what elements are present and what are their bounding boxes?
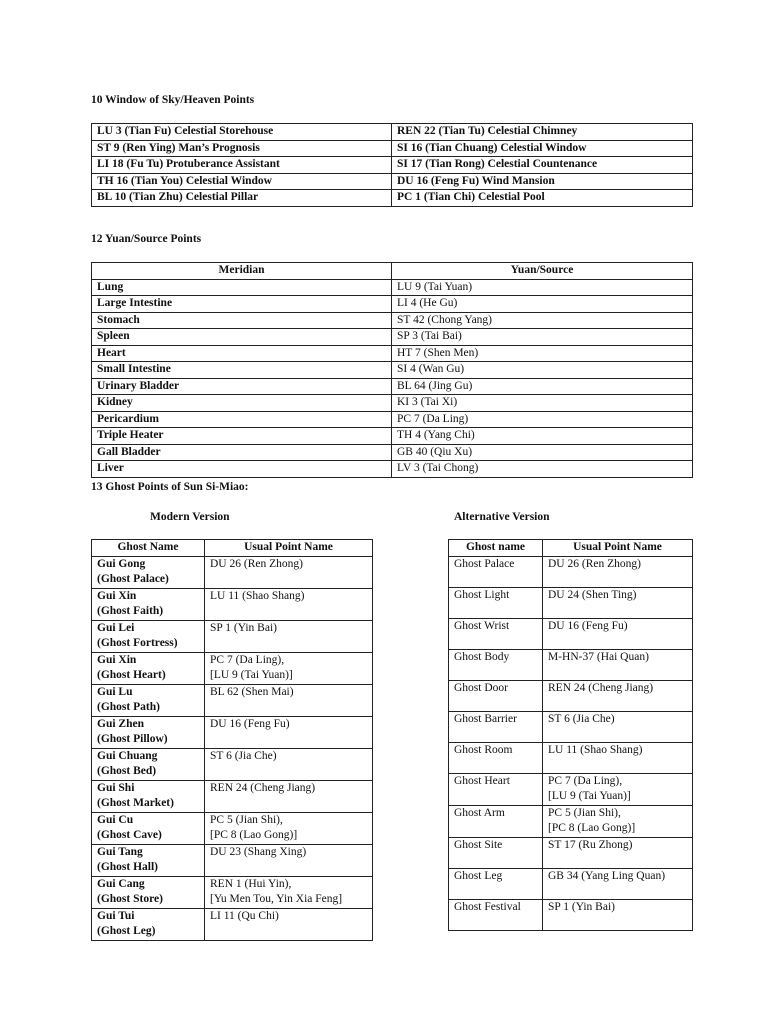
ghost-name-cell bbox=[92, 588, 205, 620]
usual-point-cell-line: [Yu Men Tou, Yin Xia Feng] bbox=[210, 893, 343, 905]
table-row bbox=[449, 868, 693, 899]
table-row bbox=[92, 362, 693, 379]
window-point-left: LU 3 (Tian Fu) Celestial Storehouse bbox=[92, 124, 392, 141]
usual-point-cell-line: [LU 9 (Tai Yuan)] bbox=[548, 790, 631, 802]
table-row bbox=[92, 620, 373, 652]
usual-point-cell bbox=[205, 876, 373, 908]
table-row bbox=[449, 899, 693, 930]
usual-point-cell bbox=[543, 837, 693, 868]
ghost-name-cell-line: Gui Cu bbox=[97, 813, 134, 826]
usual-point-cell-line: DU 26 (Ren Zhong) bbox=[548, 557, 641, 570]
ghost-name-cell-line: Gui Zhen bbox=[97, 717, 144, 730]
table-row bbox=[92, 279, 693, 296]
usual-point-cell-line: PC 5 (Jian Shi), bbox=[548, 806, 621, 819]
table-row bbox=[449, 837, 693, 868]
table-row bbox=[92, 844, 373, 876]
usual-point-cell bbox=[543, 899, 693, 930]
usual-point-cell bbox=[543, 773, 693, 805]
usual-point-cell bbox=[205, 748, 373, 780]
usual-point-cell-line: [PC 8 (Lao Gong)] bbox=[548, 822, 636, 834]
column-header-meridian: Meridian bbox=[92, 263, 392, 280]
meridian-cell: Urinary Bladder bbox=[92, 378, 392, 395]
table-row bbox=[92, 345, 693, 362]
ghost-name-cell-line: Ghost Arm bbox=[454, 806, 505, 819]
table-row bbox=[92, 395, 693, 412]
ghost-name-cell-line: Ghost Site bbox=[454, 838, 503, 851]
ghost-name-cell-line: Gui Lei bbox=[97, 621, 135, 634]
ghost-name-cell-line: (Ghost Pillow) bbox=[97, 733, 168, 745]
table-row bbox=[92, 588, 373, 620]
ghost-name-cell-line: Ghost Palace bbox=[454, 557, 515, 570]
usual-point-cell-line: PC 7 (Da Ling), bbox=[210, 653, 285, 666]
table-row bbox=[92, 780, 373, 812]
table-row bbox=[92, 748, 373, 780]
ghost-name-cell-line: (Ghost Faith) bbox=[97, 605, 164, 617]
usual-point-cell-line: [PC 8 (Lao Gong)] bbox=[210, 829, 298, 841]
window-point-right: SI 17 (Tian Rong) Celestial Countenance bbox=[392, 157, 693, 174]
table-row bbox=[92, 124, 693, 141]
column-header-usual-point-name: Usual Point Name bbox=[543, 540, 693, 557]
table-row bbox=[92, 140, 693, 157]
usual-point-cell-line: ST 17 (Ru Zhong) bbox=[548, 838, 633, 851]
column-header-usual-point-name: Usual Point Name bbox=[205, 540, 373, 557]
table-row bbox=[92, 190, 693, 207]
ghost-name-cell-line: (Ghost Cave) bbox=[97, 829, 162, 841]
table-row bbox=[92, 716, 373, 748]
window-point-left: LI 18 (Fu Tu) Protuberance Assistant bbox=[92, 157, 392, 174]
ghost-name-cell-line: (Ghost Market) bbox=[97, 797, 174, 809]
window-points-table bbox=[91, 123, 693, 207]
table-row bbox=[92, 684, 373, 716]
table-row bbox=[92, 329, 693, 346]
table-row bbox=[92, 652, 373, 684]
ghost-name-cell bbox=[449, 899, 543, 930]
yuan-source-cell: GB 40 (Qiu Xu) bbox=[392, 444, 693, 461]
meridian-cell: Small Intestine bbox=[92, 362, 392, 379]
usual-point-cell-line: ST 6 (Jia Che) bbox=[210, 749, 277, 762]
ghost-name-cell bbox=[449, 649, 543, 680]
usual-point-cell bbox=[205, 908, 373, 940]
ghost-name-cell bbox=[449, 805, 543, 837]
usual-point-cell-line: REN 1 (Hui Yin), bbox=[210, 877, 292, 890]
table-row bbox=[449, 556, 693, 587]
meridian-cell: Kidney bbox=[92, 395, 392, 412]
ghost-name-cell bbox=[449, 837, 543, 868]
ghost-name-cell-line: (Ghost Heart) bbox=[97, 669, 166, 681]
table-row bbox=[92, 876, 373, 908]
ghost-name-cell bbox=[92, 684, 205, 716]
usual-point-cell bbox=[205, 684, 373, 716]
ghost-name-cell-line: (Ghost Bed) bbox=[97, 765, 157, 777]
table-row bbox=[449, 711, 693, 742]
yuan-source-cell: TH 4 (Yang Chi) bbox=[392, 428, 693, 445]
usual-point-cell-line: ST 6 (Jia Che) bbox=[548, 712, 615, 725]
column-header-ghost-name: Ghost name bbox=[449, 540, 543, 557]
meridian-cell: Pericardium bbox=[92, 411, 392, 428]
table-row bbox=[92, 312, 693, 329]
modern-version-title: Modern Version bbox=[150, 511, 230, 523]
ghost-name-cell-line: Ghost Leg bbox=[454, 869, 503, 882]
yuan-source-cell: ST 42 (Chong Yang) bbox=[392, 312, 693, 329]
ghost-points-title: 13 Ghost Points of Sun Si-Miao: bbox=[91, 481, 249, 493]
usual-point-cell-line: DU 24 (Shen Ting) bbox=[548, 588, 637, 601]
ghost-name-cell-line: Gui Shi bbox=[97, 781, 135, 794]
yuan-source-cell: BL 64 (Jing Gu) bbox=[392, 378, 693, 395]
ghost-name-cell-line: Ghost Barrier bbox=[454, 712, 517, 725]
alternative-version-title: Alternative Version bbox=[454, 511, 550, 523]
usual-point-cell-line: [LU 9 (Tai Yuan)] bbox=[210, 669, 293, 681]
column-header-ghost-name: Ghost Name bbox=[92, 540, 205, 557]
ghost-name-cell-line: Ghost Light bbox=[454, 588, 510, 601]
window-point-right: PC 1 (Tian Chi) Celestial Pool bbox=[392, 190, 693, 207]
ghost-name-cell-line: (Ghost Store) bbox=[97, 893, 163, 905]
table-row bbox=[92, 173, 693, 190]
window-point-left: BL 10 (Tian Zhu) Celestial Pillar bbox=[92, 190, 392, 207]
ghost-name-cell bbox=[449, 680, 543, 711]
table-row bbox=[92, 908, 373, 940]
ghost-name-cell-line: Gui Chuang bbox=[97, 749, 158, 762]
table-row bbox=[92, 428, 693, 445]
table-header-row bbox=[449, 540, 693, 557]
ghost-name-cell-line: Ghost Room bbox=[454, 743, 513, 756]
table-row bbox=[92, 444, 693, 461]
window-point-right: SI 16 (Tian Chuang) Celestial Window bbox=[392, 140, 693, 157]
usual-point-cell-line: M-HN-37 (Hai Quan) bbox=[548, 650, 649, 663]
usual-point-cell-line: DU 16 (Feng Fu) bbox=[548, 619, 628, 632]
table-header-row bbox=[92, 540, 373, 557]
ghost-name-cell bbox=[92, 748, 205, 780]
usual-point-cell-line: DU 26 (Ren Zhong) bbox=[210, 557, 303, 570]
table-row bbox=[449, 618, 693, 649]
usual-point-cell bbox=[205, 652, 373, 684]
ghost-name-cell-line: (Ghost Fortress) bbox=[97, 637, 178, 649]
window-point-right: REN 22 (Tian Tu) Celestial Chimney bbox=[392, 124, 693, 141]
ghost-name-cell-line: Ghost Festival bbox=[454, 900, 521, 913]
ghost-name-cell-line: (Ghost Path) bbox=[97, 701, 160, 713]
usual-point-cell bbox=[543, 680, 693, 711]
yuan-source-cell: LU 9 (Tai Yuan) bbox=[392, 279, 693, 296]
usual-point-cell bbox=[205, 812, 373, 844]
table-row bbox=[92, 378, 693, 395]
table-row bbox=[92, 296, 693, 313]
meridian-cell: Triple Heater bbox=[92, 428, 392, 445]
usual-point-cell bbox=[543, 711, 693, 742]
table-row bbox=[449, 805, 693, 837]
ghost-name-cell bbox=[449, 618, 543, 649]
usual-point-cell bbox=[543, 649, 693, 680]
usual-point-cell bbox=[205, 620, 373, 652]
ghost-name-cell bbox=[449, 556, 543, 587]
yuan-source-cell: SP 3 (Tai Bai) bbox=[392, 329, 693, 346]
ghost-name-cell-line: Ghost Heart bbox=[454, 774, 510, 787]
ghost-name-cell bbox=[449, 587, 543, 618]
window-point-left: TH 16 (Tian You) Celestial Window bbox=[92, 173, 392, 190]
meridian-cell: Lung bbox=[92, 279, 392, 296]
usual-point-cell-line: REN 24 (Cheng Jiang) bbox=[210, 781, 316, 794]
ghost-name-cell bbox=[449, 711, 543, 742]
ghost-name-cell-line: (Ghost Leg) bbox=[97, 925, 156, 937]
ghost-name-cell-line: Gui Tui bbox=[97, 909, 135, 922]
ghost-name-cell bbox=[92, 908, 205, 940]
column-header-yuan-source: Yuan/Source bbox=[392, 263, 693, 280]
usual-point-cell-line: LI 11 (Qu Chi) bbox=[210, 909, 279, 922]
ghost-name-cell-line: (Ghost Hall) bbox=[97, 861, 159, 873]
usual-point-cell-line: DU 16 (Feng Fu) bbox=[210, 717, 290, 730]
ghost-name-cell-line: Gui Lu bbox=[97, 685, 133, 698]
yuan-source-cell: SI 4 (Wan Gu) bbox=[392, 362, 693, 379]
usual-point-cell-line: REN 24 (Cheng Jiang) bbox=[548, 681, 654, 694]
yuan-source-cell: LV 3 (Tai Chong) bbox=[392, 461, 693, 478]
window-point-right: DU 16 (Feng Fu) Wind Mansion bbox=[392, 173, 693, 190]
table-row bbox=[449, 680, 693, 711]
yuan-points-title: 12 Yuan/Source Points bbox=[91, 233, 202, 245]
ghost-name-cell bbox=[92, 876, 205, 908]
usual-point-cell bbox=[205, 844, 373, 876]
usual-point-cell bbox=[205, 556, 373, 588]
usual-point-cell-line: PC 7 (Da Ling), bbox=[548, 774, 623, 787]
usual-point-cell bbox=[205, 588, 373, 620]
ghost-name-cell bbox=[449, 742, 543, 773]
ghost-name-cell bbox=[92, 844, 205, 876]
table-row bbox=[92, 411, 693, 428]
table-row bbox=[449, 773, 693, 805]
usual-point-cell bbox=[543, 805, 693, 837]
usual-point-cell-line: GB 34 (Yang Ling Quan) bbox=[548, 869, 666, 882]
usual-point-cell-line: LU 11 (Shao Shang) bbox=[548, 743, 643, 756]
window-point-left: ST 9 (Ren Ying) Man’s Prognosis bbox=[92, 140, 392, 157]
window-points-title: 10 Window of Sky/Heaven Points bbox=[91, 94, 255, 106]
table-row bbox=[449, 649, 693, 680]
ghost-name-cell bbox=[92, 620, 205, 652]
usual-point-cell-line: BL 62 (Shen Mai) bbox=[210, 685, 294, 698]
table-row bbox=[449, 742, 693, 773]
usual-point-cell-line: PC 5 (Jian Shi), bbox=[210, 813, 283, 826]
meridian-cell: Stomach bbox=[92, 312, 392, 329]
ghost-name-cell bbox=[92, 556, 205, 588]
ghost-name-cell bbox=[449, 773, 543, 805]
usual-point-cell-line: SP 1 (Yin Bai) bbox=[210, 621, 277, 634]
ghost-name-cell-line: Gui Xin bbox=[97, 653, 137, 666]
table-row bbox=[449, 587, 693, 618]
ghost-name-cell-line: Gui Tang bbox=[97, 845, 143, 858]
ghost-name-cell-line: Ghost Wrist bbox=[454, 619, 510, 632]
ghost-name-cell bbox=[92, 780, 205, 812]
table-row bbox=[92, 461, 693, 478]
yuan-source-cell: HT 7 (Shen Men) bbox=[392, 345, 693, 362]
table-row bbox=[92, 157, 693, 174]
table-header-row bbox=[92, 263, 693, 280]
table-row bbox=[92, 812, 373, 844]
meridian-cell: Liver bbox=[92, 461, 392, 478]
ghost-name-cell-line: Ghost Body bbox=[454, 650, 510, 663]
yuan-source-cell: LI 4 (He Gu) bbox=[392, 296, 693, 313]
ghost-name-cell bbox=[92, 812, 205, 844]
ghost-name-cell-line: Gui Cang bbox=[97, 877, 145, 890]
usual-point-cell bbox=[543, 742, 693, 773]
modern-version-table bbox=[91, 539, 373, 941]
meridian-cell: Heart bbox=[92, 345, 392, 362]
meridian-cell: Large Intestine bbox=[92, 296, 392, 313]
usual-point-cell bbox=[205, 780, 373, 812]
meridian-cell: Spleen bbox=[92, 329, 392, 346]
yuan-source-cell: KI 3 (Tai Xi) bbox=[392, 395, 693, 412]
yuan-source-cell: PC 7 (Da Ling) bbox=[392, 411, 693, 428]
usual-point-cell bbox=[543, 587, 693, 618]
usual-point-cell-line: LU 11 (Shao Shang) bbox=[210, 589, 305, 602]
ghost-name-cell-line: Ghost Door bbox=[454, 681, 508, 694]
ghost-name-cell-line: (Ghost Palace) bbox=[97, 573, 169, 585]
usual-point-cell bbox=[543, 618, 693, 649]
yuan-points-table bbox=[91, 262, 693, 478]
usual-point-cell-line: SP 1 (Yin Bai) bbox=[548, 900, 615, 913]
meridian-cell: Gall Bladder bbox=[92, 444, 392, 461]
usual-point-cell bbox=[543, 556, 693, 587]
ghost-name-cell bbox=[92, 716, 205, 748]
alternative-version-table bbox=[448, 539, 693, 931]
usual-point-cell bbox=[543, 868, 693, 899]
usual-point-cell bbox=[205, 716, 373, 748]
usual-point-cell-line: DU 23 (Shang Xing) bbox=[210, 845, 307, 858]
ghost-name-cell-line: Gui Xin bbox=[97, 589, 137, 602]
ghost-name-cell bbox=[449, 868, 543, 899]
ghost-name-cell-line: Gui Gong bbox=[97, 557, 146, 570]
table-row bbox=[92, 556, 373, 588]
ghost-name-cell bbox=[92, 652, 205, 684]
